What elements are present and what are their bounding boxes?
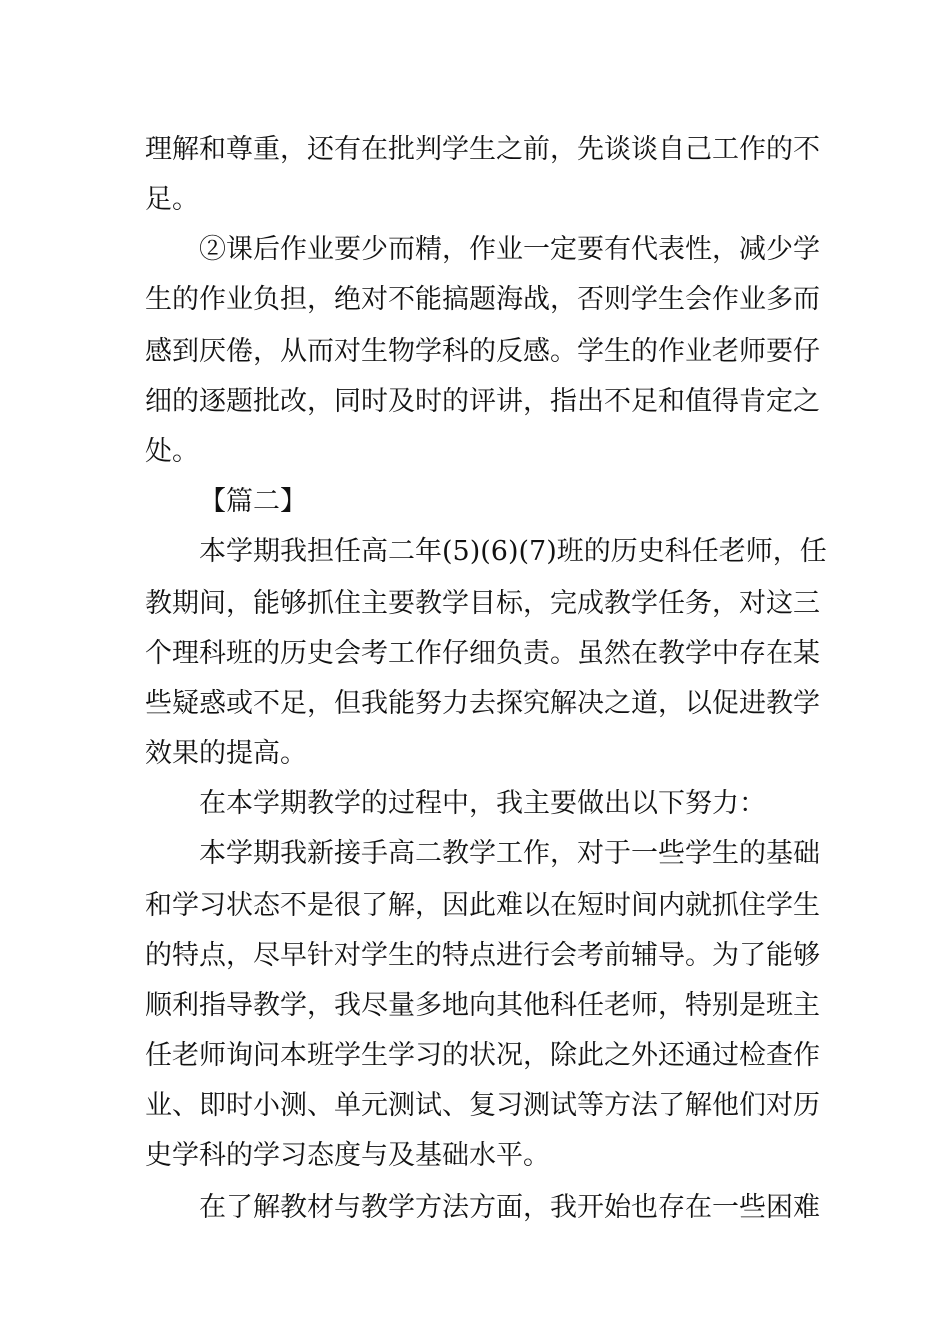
text-line: 个理科班的历史会考工作仔细负责。虽然在教学中存在某 (145, 638, 820, 669)
text-line: 业、即时小测、单元测试、复习测试等方法了解他们对历 (145, 1090, 820, 1121)
paragraph-start-line: ②课后作业要少而精，作业一定要有代表性，减少学 (199, 234, 820, 265)
text-line: 细的逐题批改，同时及时的评讲，指出不足和值得肯定之 (145, 386, 820, 417)
text-line: 处。 (145, 436, 199, 467)
text-line: 足。 (145, 184, 199, 215)
text-line: 顺利指导教学，我尽量多地向其他科任老师，特别是班主 (145, 990, 820, 1021)
paragraph-start-line: 本学期我担任高二年(5)(6)(7)班的历史科任老师，任 (199, 536, 827, 567)
text-line: 任老师询问本班学生学习的状况，除此之外还通过检查作 (145, 1040, 820, 1071)
paragraph-start-line: 本学期我新接手高二教学工作，对于一些学生的基础 (199, 838, 820, 869)
text-line: 史学科的学习态度与及基础水平。 (145, 1140, 550, 1171)
text-line: 的特点，尽早针对学生的特点进行会考前辅导。为了能够 (145, 940, 820, 971)
section-heading: 【篇二】 (199, 486, 307, 517)
paragraph-start-line: 在本学期教学的过程中，我主要做出以下努力： (199, 788, 766, 819)
text-line: 和学习状态不是很了解，因此难以在短时间内就抓住学生 (145, 890, 820, 921)
text-line: 生的作业负担，绝对不能搞题海战，否则学生会作业多而 (145, 284, 820, 315)
text-line: 感到厌倦，从而对生物学科的反感。学生的作业老师要仔 (145, 336, 820, 367)
text-line: 效果的提高。 (145, 738, 307, 769)
paragraph-start-line: 在了解教材与教学方法方面，我开始也存在一些困难 (199, 1192, 820, 1223)
text-line: 些疑惑或不足，但我能努力去探究解决之道，以促进教学 (145, 688, 820, 719)
text-line: 理解和尊重，还有在批判学生之前，先谈谈自己工作的不 (145, 134, 820, 165)
text-line: 教期间，能够抓住主要教学目标，完成教学任务，对这三 (145, 588, 820, 619)
